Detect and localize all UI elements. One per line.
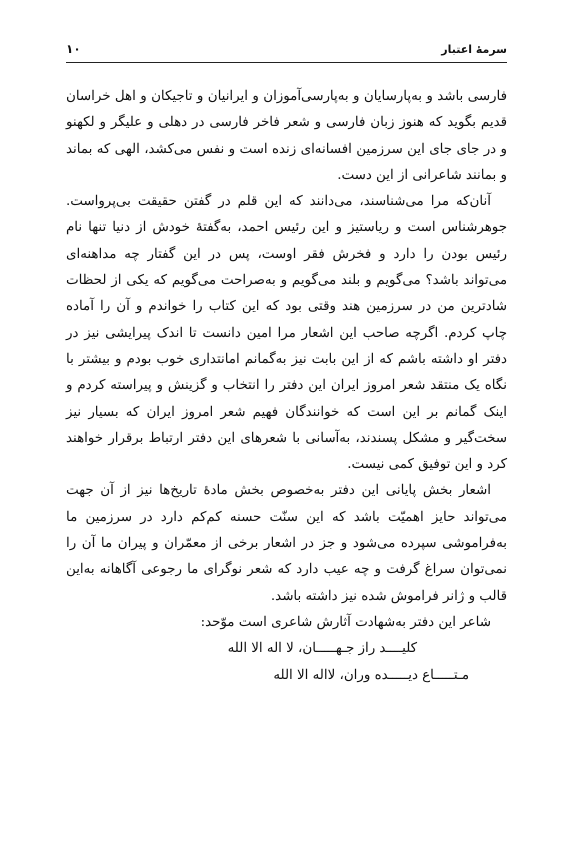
paragraph-2: آنان‌که مرا می‌شناسند، می‌دانند که این قلم در گفتن حقیقت بی‌پرواست. جوهرشناس است و ریاستیز و این رئیس احمد، به‌گفتهٔ خودش از دنیا تنها نام رئیس بودن را دارد و فخرش فقر اوست، پس در این گفتار چه مداهنه‌ای می‌تواند باشد؟ می‌گویم و بلند می‌گویم و به‌صراحت می‌گویم که یکی از لحظات شادترین من در سرزمین هند وقتی بود که این کتاب را خواندم و آن را آماده چاپ کردم. اگرچه صاحب این اشعار مرا امین دانست تا اندک پیرایشی نیز در دفتر او داشته باشم که از این بابت نیز به‌گمانم امانتداری خوب بودم و بیشتر با نگاه یک منتقد شعر امروز ایران این دفتر را انتخاب و گزینش و پیراسته کردم و اینک گمانم بر این است که خوانندگان فهیم شعر امروز ایران که بسیار نیز سخت‌گیر و مشکل پسندند، به‌آسانی با شعرهای این دفتر ارتباط برقرار خواهند کرد و این توفیق کمی نیست. [66, 194, 507, 473]
body-text [66, 84, 507, 689]
paragraph-3: اشعار بخش پایانی این دفتر به‌خصوص بخش مادهٔ تاریخ‌ها نیز از آن جهت می‌تواند حایز اهمیّت باشد که این سنّت حسنه کم‌کم دارد در سرزمین ما به‌فراموشی سپرده می‌شود و جز در اشعار برخی از معمّران و پیران ما آن را نمی‌توان سراغ گرفت و چه عیب دارد که شعر نوگرای ما رجوعی آگاهانه به‌این قالب و ژانر فراموش شده نیز داشته باشد. [66, 483, 507, 604]
verse-line-1: کلیــــد راز جـهـــــان، لا اله الا الله [227, 641, 417, 657]
paragraph-1: فارسی باشد و به‌پارسایان و به‌پارسی‌آموزان و ایرانیان و تاجیکان و اهل خراسان قدیم بگوید که هنوز زبان فارسی و شعر فاخر فارسی در دهلی و علیگر و لکهنو و در جای جای این سرزمین افسانه‌ای زنده است و نفس می‌کشد، الهی که بماند و بمانند شاعرانی از این دست. [66, 89, 507, 183]
running-title: سرمهٔ اعتبار [441, 42, 507, 56]
page-header [66, 38, 507, 60]
header-rule [66, 62, 507, 63]
page-number: ۱۰ [66, 42, 81, 56]
verse-line-2: مـتـــــاع دیـــــده وران، لااله الا الله [273, 667, 469, 683]
paragraph-4: شاعر این دفتر به‌شهادت آثارش شاعری است موّحد: [200, 614, 491, 630]
